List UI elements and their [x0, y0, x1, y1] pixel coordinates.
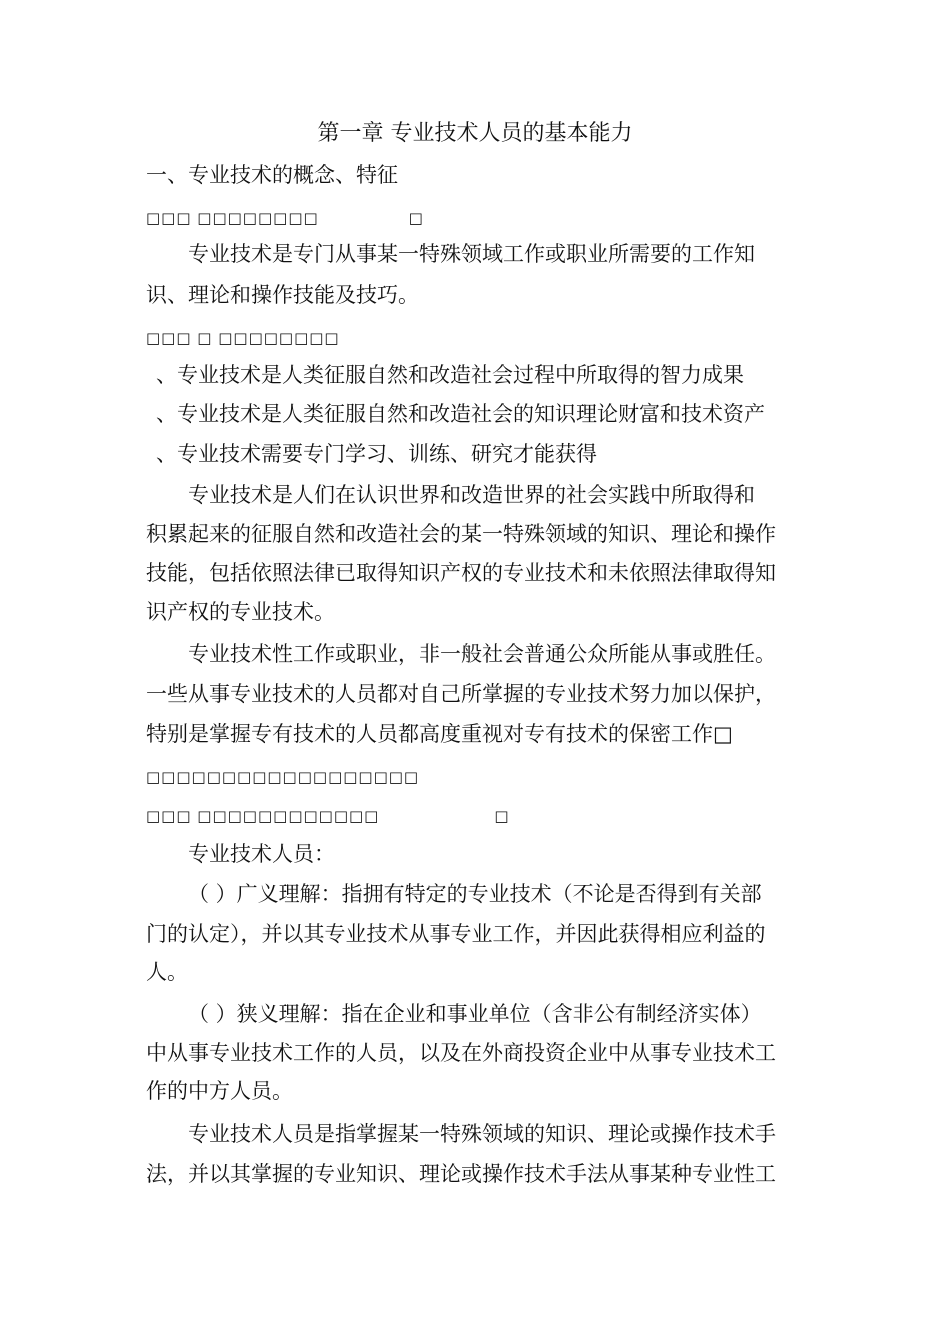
garbled-text: □: [408, 209, 424, 227]
garbled-text: □□□ □□□□□□□□: [146, 209, 319, 227]
paragraph-line: 门的认定），并以其专业技术从事专业工作，并因此获得相应利益的: [146, 922, 766, 946]
paragraph-line: 法，并以其掌握的专业知识、理论或操作技术手法从事某种专业性工: [146, 1162, 776, 1186]
list-item: 、专业技术是人类征服自然和改造社会的知识理论财富和技术资产: [156, 402, 765, 426]
paragraph-line: 积累起来的征服自然和改造社会的某一特殊领域的知识、理论和操作: [146, 522, 776, 546]
paragraph-line: 识、理论和操作技能及技巧。: [146, 283, 419, 307]
paragraph-line: 作的中方人员。: [146, 1079, 293, 1103]
paragraph-line: 特别是掌握专有技术的人员都高度重视对专有技术的保密工作□: [146, 722, 733, 746]
paragraph-line: 中从事专业技术工作的人员，以及在外商投资企业中从事专业技术工: [146, 1041, 776, 1065]
paragraph-line: （ ）广义理解：指拥有特定的专业技术（不论是否得到有关部: [188, 882, 762, 906]
paragraph-line: 专业技术人员是指掌握某一特殊领域的知识、理论或操作技术手: [188, 1122, 776, 1146]
paragraph-line: 识产权的专业技术。: [146, 600, 335, 624]
garbled-heading: [146, 802, 510, 830]
garbled-line: □□□□□□□□□□□□□□□□□□: [146, 768, 420, 786]
list-item: 、专业技术需要专门学习、训练、研究才能获得: [156, 442, 597, 466]
paragraph-line: 专业技术人员：: [188, 842, 335, 866]
paragraph-line: 专业技术是专门从事某一特殊领域工作或职业所需要的工作知: [188, 242, 755, 266]
paragraph-line: 技能，包括依照法律已取得知识产权的专业技术和未依照法律取得知: [146, 561, 776, 585]
garbled-heading: □□□ □ □□□□□□□□: [146, 329, 340, 347]
paragraph-line: 一些从事专业技术的人员都对自己所掌握的专业技术努力加以保护，: [146, 682, 776, 706]
section-heading: 一、专业技术的概念、特征: [146, 163, 398, 187]
paragraph-line: 人。: [146, 960, 188, 984]
chapter-title: 第一章 专业技术人员的基本能力: [317, 121, 633, 146]
garbled-text: □□□ □□□□□□□□□□□□: [146, 807, 380, 825]
paragraph-line: （ ）狭义理解：指在企业和事业单位（含非公有制经济实体）: [188, 1002, 762, 1026]
garbled-text: □: [494, 807, 510, 825]
paragraph-line: 专业技术是人们在认识世界和改造世界的社会实践中所取得和: [188, 483, 755, 507]
garbled-heading: [146, 204, 424, 232]
list-item: 、专业技术是人类征服自然和改造社会过程中所取得的智力成果: [156, 363, 744, 387]
paragraph-line: 专业技术性工作或职业，非一般社会普通公众所能从事或胜任。: [188, 642, 776, 666]
